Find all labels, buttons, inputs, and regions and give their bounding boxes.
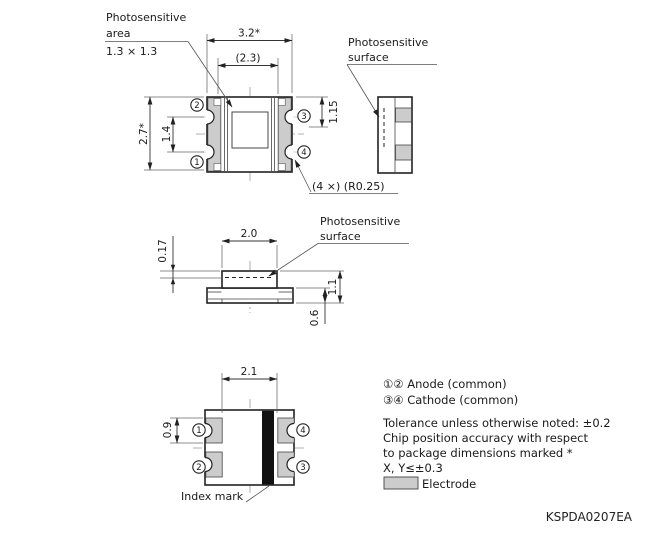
pin-number: 4 <box>300 426 306 437</box>
photosensitive-surface-top-line1: Photosensitive <box>348 36 429 49</box>
dim-notch-pitch <box>161 117 204 152</box>
top-view-right-electrode <box>278 98 291 171</box>
photosensitive-area-label-line1: Photosensitive <box>106 11 187 24</box>
legend-anode: ①② Anode (common) <box>383 377 507 391</box>
index-mark-callout <box>181 486 269 503</box>
dim-pad-height-text: 0.9 <box>162 421 174 439</box>
dim-top-inner-width-text: (2.3) <box>235 52 261 65</box>
photosensitive-area-label-line2: area <box>106 27 131 40</box>
dim-top-height-text: 2.7* <box>138 123 150 145</box>
legend-electrode-swatch <box>384 477 418 489</box>
index-mark-stripe <box>262 411 274 485</box>
legend-tolerance-line4: X, Y≤±0.3 <box>383 461 443 475</box>
dim-bottom-width <box>222 366 277 413</box>
legend <box>382 377 633 524</box>
pin-number: 2 <box>194 101 200 112</box>
photosensitive-area-callout <box>105 11 232 107</box>
pin-number: 3 <box>301 112 307 123</box>
side-view-right-electrode-lower <box>396 145 412 160</box>
photosensitive-surface-front-line2: surface <box>320 230 361 243</box>
bottom-view-pin-3 <box>297 461 309 473</box>
top-view-pin-1 <box>191 156 203 168</box>
pin-number: 1 <box>194 158 200 169</box>
pin-number: 2 <box>196 463 202 474</box>
dim-notch-pitch-text: 1.4 <box>161 125 173 143</box>
top-view-pin-4 <box>298 146 310 158</box>
front-view <box>157 215 409 326</box>
bottom-view-pin-4 <box>297 424 309 436</box>
dim-base-height <box>296 288 330 326</box>
front-view-body <box>222 271 277 288</box>
pin-number: 1 <box>196 426 202 437</box>
side-view-right <box>347 36 437 173</box>
pin-number: 3 <box>300 463 306 474</box>
side-view-right-electrode-upper <box>396 108 412 122</box>
dim-base-height-text: 0.6 <box>309 309 321 327</box>
corner-radius-note-text: (4 ×) (R0.25) <box>312 180 385 193</box>
dim-top-inner-width <box>218 53 278 95</box>
top-view-pin-3 <box>298 110 310 122</box>
legend-electrode-label: Electrode <box>422 477 477 491</box>
drawing-code: KSPDA0207EA <box>545 510 632 524</box>
index-mark-label: Index mark <box>181 490 244 503</box>
top-view-left-electrode <box>208 98 221 171</box>
dim-surface-depth <box>157 236 223 293</box>
dim-total-height-text: 1.1 <box>327 278 339 296</box>
photosensitive-surface-front-line1: Photosensitive <box>320 215 401 228</box>
dim-top-width-text: 3.2* <box>238 27 260 40</box>
legend-tolerance-line2: Chip position accuracy with respect <box>383 431 589 445</box>
bottom-view <box>162 366 309 503</box>
legend-tolerance-line3: to package dimensions marked * <box>383 446 573 460</box>
photosensitive-surface-top-line2: surface <box>348 51 389 64</box>
dim-front-top-width <box>222 228 277 268</box>
pin-number: 4 <box>301 148 307 159</box>
front-view-base <box>207 288 293 303</box>
dim-surface-depth-text: 0.17 <box>157 239 169 263</box>
legend-cathode: ③④ Cathode (common) <box>383 393 519 407</box>
bottom-view-pin-1 <box>193 424 205 436</box>
photosensitive-surface-callout-front <box>269 215 409 276</box>
photosensitive-area-size: 1.3 × 1.3 <box>106 45 158 58</box>
dim-notch-offset-text: 1.15 <box>328 100 340 124</box>
bottom-view-pin-2 <box>193 461 205 473</box>
legend-tolerance-line1: Tolerance unless otherwise noted: ±0.2 <box>383 416 611 430</box>
dim-front-top-width-text: 2.0 <box>240 228 258 240</box>
dim-bottom-width-text: 2.1 <box>240 366 258 378</box>
top-view-pin-2 <box>191 99 203 111</box>
